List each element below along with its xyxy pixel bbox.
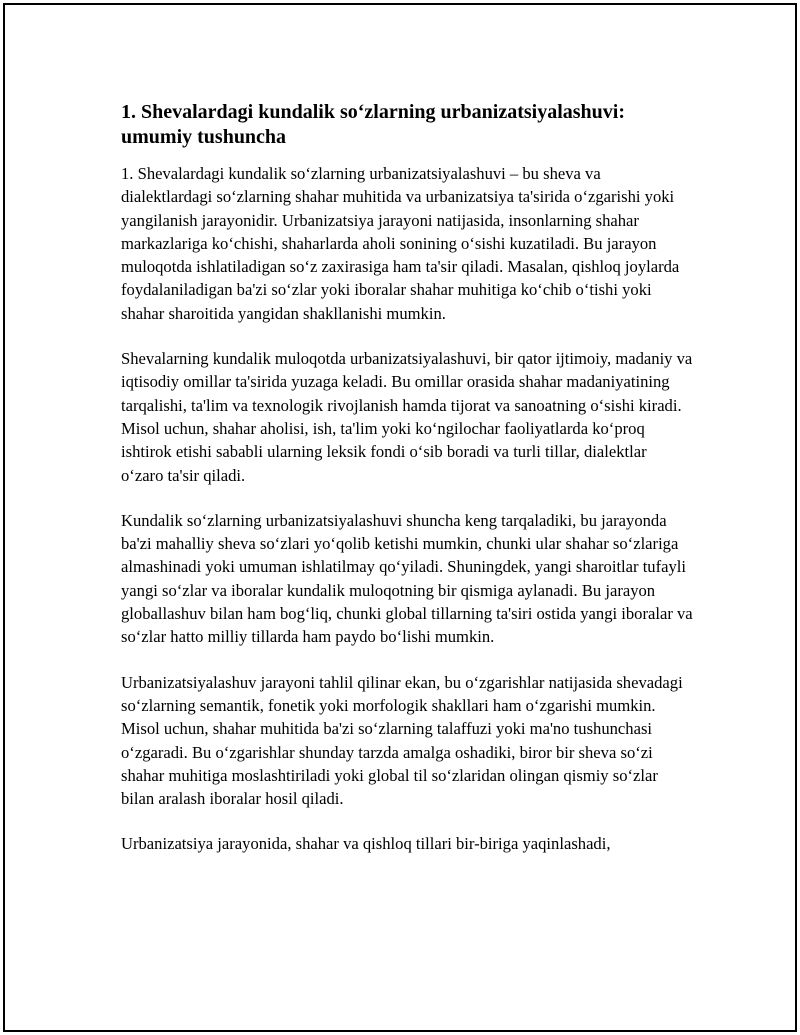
document-body [121, 100, 693, 878]
page-border [3, 3, 797, 1032]
paragraph-3: Kundalik so‘zlarning urbanizatsiyalashuvi shuncha keng tarqaladiki, bu jarayonda ba'zi mahalliy sheva so‘zlari yo‘qolib ketishi mumkin, chunki ular shahar so‘zlariga almashinadi yoki umuman ishlatilmay qo‘yiladi. Shuningdek, yangi sharoitlar tufayli yangi so‘zlar va iboralar kundalik muloqotning bir qismiga aylanadi. Bu jarayon globallashuv bilan ham bog‘liq, chunki global tillarning ta'siri ostida yangi iboralar va so‘zlar hatto milliy tillarda ham paydo bo‘lishi mumkin. [121, 510, 693, 647]
paragraph-2: Shevalarning kundalik muloqotda urbanizatsiyalashuvi, bir qator ijtimoiy, madaniy va iqtisodiy omillar ta'sirida yuzaga keladi. Bu omillar orasida shahar madaniyatining tarqalishi, ta'lim va texnologik rivojlanish hamda tijorat va sanoatning o‘sishi kiradi. Misol uchun, shahar aholisi, ish, ta'lim yoki ko‘ngilochar faoliyatlarda ko‘proq ishtirok etishi sababli ularning leksik fondi o‘sib boradi va turli tillar, dialektlar o‘zaro ta'sir qiladi. [121, 349, 693, 485]
paragraph-1: 1. Shevalardagi kundalik so‘zlarning urbanizatsiyalashuvi – bu sheva va dialektlardagi so‘zlarning shahar muhitida va urbanizatsiya ta'sirida o‘zgarishi yoki yangilanish jarayonidir. Urbanizatsiya jarayoni natijasida, insonlarning shahar markazlariga ko‘chishi, shaharlarda aholi sonining o‘sishi kuzatiladi. Bu jarayon muloqotda ishlatiladigan so‘z zaxirasiga ham ta'sir qiladi. Masalan, qishloq joylarda foydalaniladigan ba'zi so‘zlar yoki iboralar shahar muhitiga ko‘chib o‘tishi yoki shahar sharoitida yangidan shakllanishi mumkin. [121, 164, 680, 323]
paragraph-5: Urbanizatsiya jarayonida, shahar va qishloq tillari bir-biriga yaqinlashadi, [121, 834, 611, 854]
paragraph-4: Urbanizatsiyalashuv jarayoni tahlil qilinar ekan, bu o‘zgarishlar natijasida shevadagi so‘zlarning semantik, fonetik yoki morfologik shakllari ham o‘zgarishi mumkin. Misol uchun, shahar muhitida ba'zi so‘zlarning talaffuzi yoki ma'no tushunchasi o‘zgaradi. Bu o‘zgarishlar shunday tarzda amalga oshadiki, biror bir sheva so‘zi shahar muhitiga moslashtiriladi yoki global til so‘zlaridan olingan qismiy so‘zlar bilan aralash iboralar hosil qiladi. [121, 672, 683, 809]
section-heading: 1. Shevalardagi kundalik so‘zlarning urbanizatsiyalashuvi: umumiy tushuncha [121, 101, 626, 148]
